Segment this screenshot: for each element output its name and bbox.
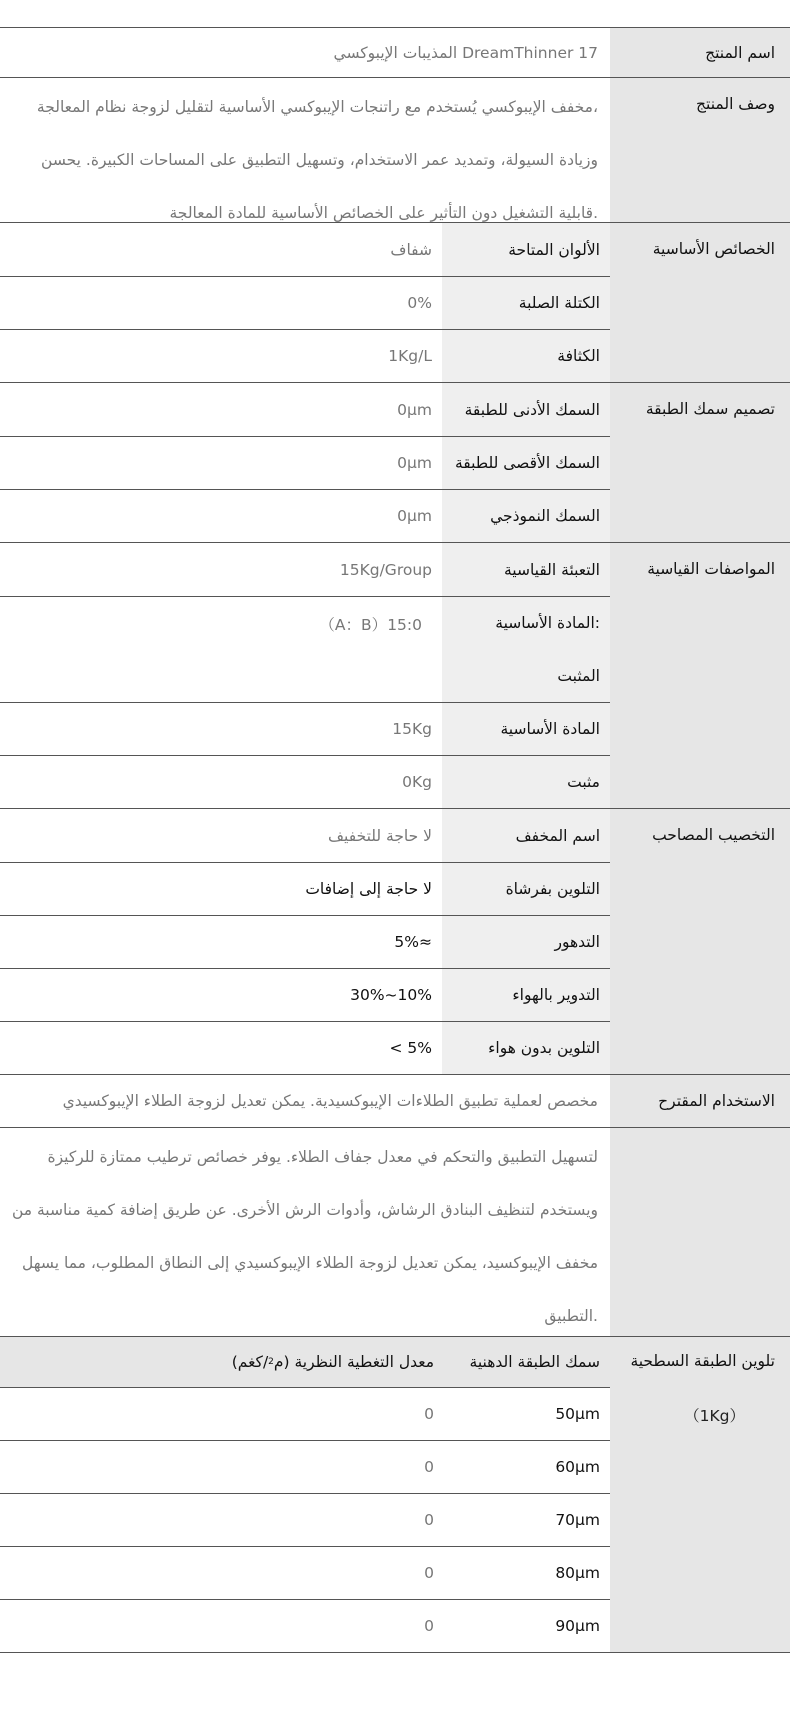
property-value: ≈5%: [394, 933, 432, 951]
property-key: التدوير بالهواء: [442, 969, 610, 1021]
property-key: التلوين بدون هواء: [442, 1022, 610, 1074]
property-value: 0%: [407, 294, 432, 312]
table-row: [0, 968, 610, 1021]
property-key: التدهور: [442, 916, 610, 968]
coverage-thickness: 90μm: [555, 1617, 600, 1635]
table-row: [0, 1440, 610, 1493]
coverage-thickness: 80μm: [555, 1564, 600, 1582]
coverage-label: تلوين الطبقة السطحية: [630, 1352, 775, 1370]
property-key: السمك الأدنى للطبقة: [442, 383, 610, 436]
section-thinning: [0, 808, 790, 1074]
product-name-label: اسم المنتج: [610, 28, 790, 77]
property-key: الكتلة الصلبة: [442, 277, 610, 329]
section-coverage: [0, 1336, 790, 1653]
coverage-sublabel: （1Kg）: [684, 1407, 745, 1425]
product-description-label: وصف المنتج: [610, 78, 790, 222]
property-value: 1Kg/L: [388, 347, 432, 365]
property-key: اسم المخفف: [442, 809, 610, 862]
coverage-col-rate-prefix: معدل التغطية النظرية (م: [273, 1353, 434, 1371]
coverage-col-rate: [0, 1337, 446, 1387]
section-recommended-use: [0, 1074, 790, 1127]
table-row: [0, 543, 610, 596]
property-key: السمك الأقصى للطبقة: [442, 437, 610, 489]
product-description-text: ،مخفف الإيبوكسي يُستخدم مع راتنجات الإيبوكسي الأساسية لتقليل لزوجة نظام المعالجة وزيادة السيولة، وتمديد عمر الاستخدام، وتسهيل التطبيق على المساحات الكبيرة. يحسن .قابلية التشغيل دون التأثير على الخصائص الأساسية للمادة المعالجة: [36, 98, 598, 222]
property-key: المادة الأساسية: [442, 703, 610, 755]
coverage-col-thickness: سمك الطبقة الدهنية: [469, 1353, 600, 1371]
table-row: [0, 809, 610, 862]
property-value: 15Kg: [392, 720, 432, 738]
property-key: التلوين بفرشاة: [442, 863, 610, 915]
section-product-description: [0, 77, 790, 222]
property-key: الكثافة: [442, 330, 610, 382]
property-value: 15Kg/Group: [339, 560, 432, 579]
property-value: 0μm: [397, 507, 432, 525]
recommended-use-spacer: [610, 1128, 790, 1336]
coverage-rate: 0: [424, 1511, 434, 1529]
ratio-key: [442, 597, 610, 702]
table-row: [0, 383, 610, 436]
coverage-thickness: 60μm: [555, 1458, 600, 1476]
table-row: [0, 755, 610, 808]
recommended-use-summary: مخصص لعملية تطبيق الطلاءات الإيبوكسيدية. يمكن تعديل لزوجة الطلاء الإيبوكسيدي: [62, 1092, 598, 1110]
coverage-rate: 0: [424, 1617, 434, 1635]
table-row: [0, 489, 610, 542]
property-value: 0μm: [397, 400, 432, 419]
coverage-col-rate-sup: 2: [268, 1357, 274, 1367]
table-row: [0, 1599, 610, 1652]
property-key: السمك النموذجي: [442, 490, 610, 542]
coverage-label-cell: [610, 1337, 790, 1652]
property-value: 10%~30%: [350, 986, 432, 1004]
section-thickness-design: [0, 382, 790, 542]
ratio-value: 15:0（A：B）: [319, 616, 422, 634]
table-row: [0, 1546, 610, 1599]
ratio-key-line1: :المادة الأساسية: [495, 614, 600, 632]
table-row: [0, 915, 610, 968]
property-value: < 5%: [389, 1039, 432, 1057]
coverage-thickness: 50μm: [555, 1405, 600, 1423]
coverage-col-rate-suffix: /كغم): [231, 1353, 269, 1371]
table-row: [0, 436, 610, 489]
property-value: 0μm: [397, 454, 432, 472]
table-row: [0, 862, 610, 915]
recommended-use-text: لتسهيل التطبيق والتحكم في معدل جفاف الطلاء. يوفر خصائص ترطيب ممتازة للركيزة ويستخدم لتنظيف البنادق الرشاش، وأدوات الرش الأخرى. عن طريق إضافة كمية مناسبة من مخفف الإيبوكسيد، يمكن تعديل لزوجة الطلاء الإيبوكسيدي إلى النطاق المطلوب، مما يسهل .التطبيق: [11, 1148, 598, 1325]
thinning-label: التخصيب المصاحب: [610, 809, 790, 1074]
section-standard-specs: [0, 542, 790, 808]
property-value: لا حاجة للتخفيف: [328, 826, 432, 845]
coverage-rate: 0: [424, 1564, 434, 1582]
product-name-value: DreamThinner 17 المذيبات الإيبوكسي: [333, 43, 598, 62]
table-row: [0, 1493, 610, 1546]
property-value: 0Kg: [402, 773, 432, 791]
coverage-thickness: 70μm: [555, 1511, 600, 1529]
property-key: التعبئة القياسية: [442, 543, 610, 596]
property-key: مثبت: [442, 756, 610, 808]
thickness-design-label: تصميم سمك الطبقة: [610, 383, 790, 542]
section-product-name: [0, 27, 790, 77]
table-row: [0, 223, 610, 276]
section-recommended-use-details: [0, 1127, 790, 1336]
property-value: شفاف: [390, 240, 432, 259]
table-row: [0, 596, 610, 702]
recommended-use-label: الاستخدام المقترح: [610, 1075, 790, 1127]
spec-table: [0, 27, 790, 1653]
basic-properties-label: الخصائص الأساسية: [610, 223, 790, 382]
standard-specs-label: المواصفات القياسية: [610, 543, 790, 808]
section-basic-properties: [0, 222, 790, 382]
table-row: [0, 1387, 610, 1440]
ratio-key-line2: المثبت: [557, 667, 600, 685]
property-value: لا حاجة إلى إضافات: [305, 880, 432, 898]
table-row: [0, 1021, 610, 1074]
table-row: [0, 329, 610, 382]
coverage-header-row: [0, 1337, 610, 1387]
table-row: [0, 702, 610, 755]
table-row: [0, 276, 610, 329]
coverage-rate: 0: [424, 1405, 434, 1423]
coverage-rate: 0: [424, 1458, 434, 1476]
property-key: الألوان المتاحة: [442, 223, 610, 276]
